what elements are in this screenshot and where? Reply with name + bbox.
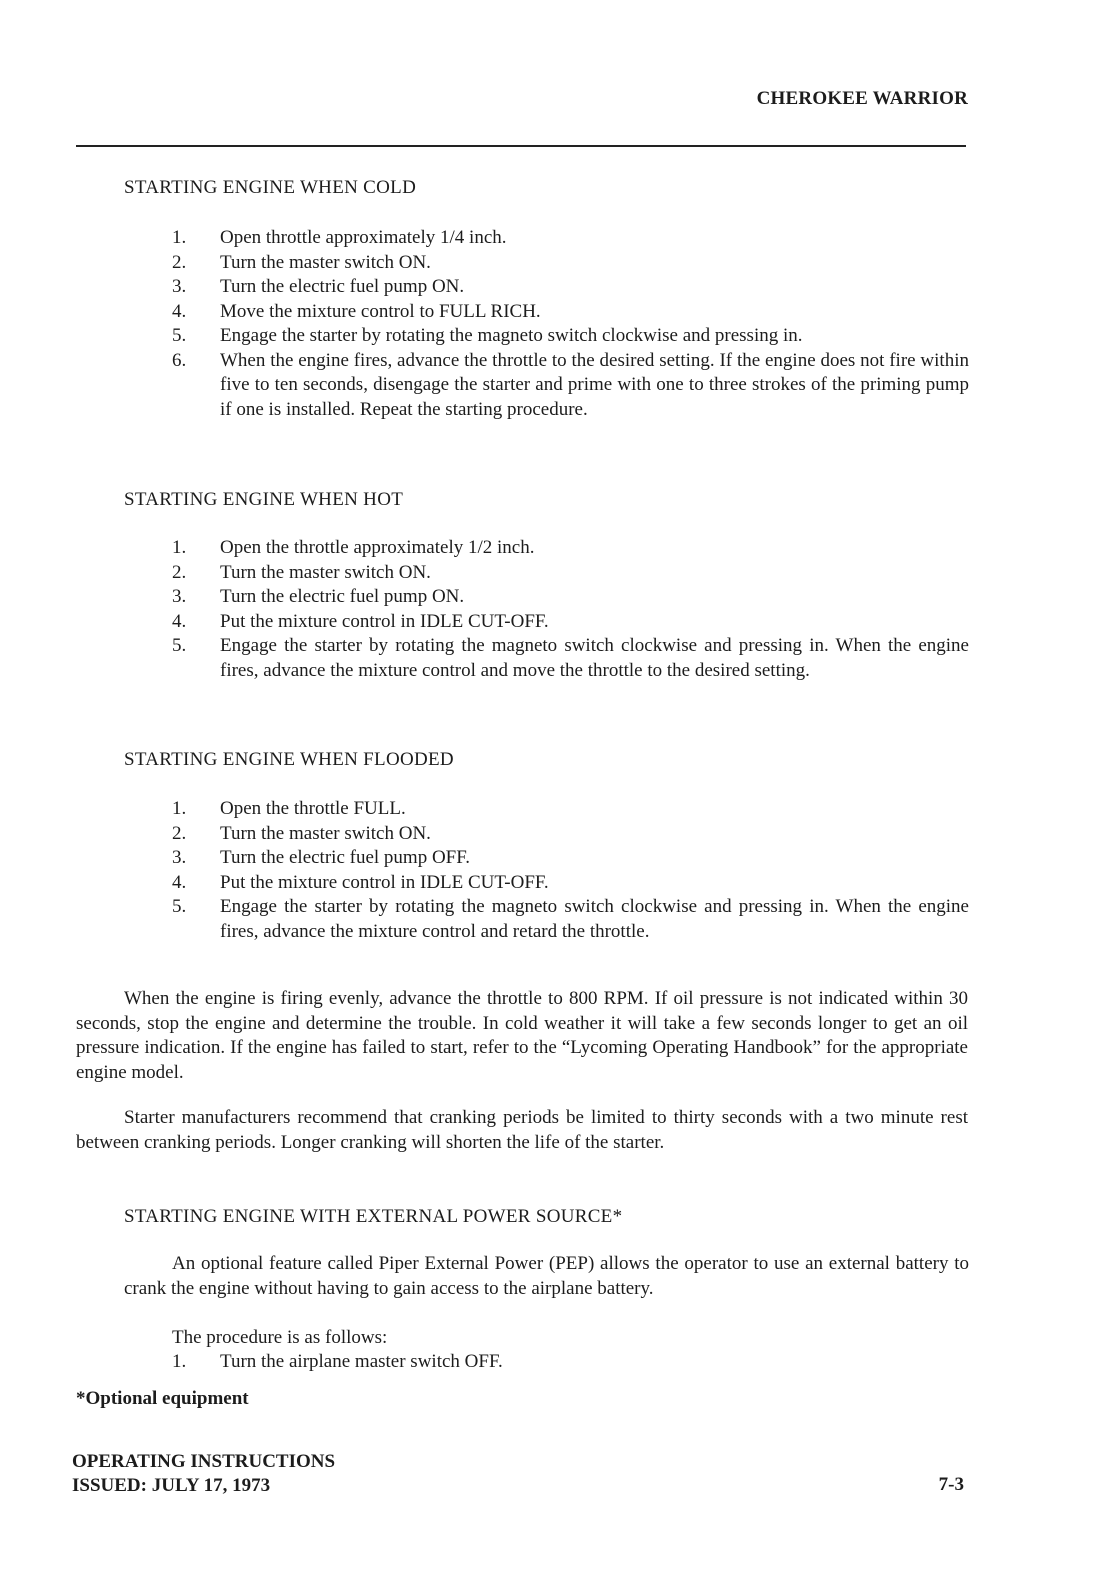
section-heading-cold: STARTING ENGINE WHEN COLD [124,177,417,198]
list-item: 4. Put the mixture control in IDLE CUT-OFF. [172,610,549,632]
steps-list-hot [124,536,969,683]
list-item: 1. Turn the airplane master switch OFF. [172,1351,503,1372]
steps-list-flooded [124,797,969,944]
list-item: 3. Turn the electric fuel pump ON. [172,276,465,297]
list-item: 6. When the engine fires, advance the throttle to the desired setting. If the engine does not fire within five to ten seconds, disengage the starter and prime with one to three strokes of the priming pump if one is installed. Repeat the starting procedure. [172,349,969,420]
list-item: 1. Open throttle approximately 1/4 inch. [172,227,507,248]
list-item: 1. Open the throttle FULL. [172,798,406,819]
list-item: 2. Turn the master switch ON. [172,251,431,273]
page-number: 7-3 [938,1474,964,1495]
list-item: 3. Turn the electric fuel pump OFF. [172,847,471,868]
list-item: 3. Turn the electric fuel pump ON. [172,586,465,607]
list-item: 4. Move the mixture control to FULL RICH. [172,300,541,322]
list-item: 5. Engage the starter by rotating the magneto switch clockwise and pressing in. When the engine fires, advance the mixture control and retard the throttle. [172,896,969,942]
footer-issued-date: ISSUED: JULY 17, 1973 [72,1475,271,1496]
paragraph-cranking: Starter manufacturers recommend that cranking periods be limited to thirty seconds with a two minute rest between cranking periods. Longer cranking will shorten the life of the starter. [76,1107,968,1153]
steps-list-cold [124,226,969,422]
procedure-label: The procedure is as follows: [172,1327,388,1348]
section-heading-external: STARTING ENGINE WITH EXTERNAL POWER SOURCE* [124,1206,623,1227]
paragraph-pep-intro: An optional feature called Piper External Power (PEP) allows the operator to use an external battery to crank the engine without having to gain access to the airplane battery. [124,1253,969,1299]
list-item: 2. Turn the master switch ON. [172,561,431,583]
list-item: 2. Turn the master switch ON. [172,822,431,844]
list-item: 5. Engage the starter by rotating the magneto switch clockwise and pressing in. [172,325,803,346]
paragraph-firing: When the engine is firing evenly, advance the throttle to 800 RPM. If oil pressure is not indicated within 30 seconds, stop the engine and determine the trouble. In cold weather it will take a few seconds longer to get an oil pressure indication. If the engine has failed to start, refer to the “Lycoming Operating Handbook” for the appropriate engine model. [76,988,968,1083]
list-item: 1. Open the throttle approximately 1/2 inch. [172,537,535,558]
section-heading-flooded: STARTING ENGINE WHEN FLOODED [124,749,454,770]
section-heading-hot: STARTING ENGINE WHEN HOT [124,489,404,510]
list-item: 4. Put the mixture control in IDLE CUT-OFF. [172,871,549,893]
footnote: *Optional equipment [76,1388,249,1409]
list-item: 5. Engage the starter by rotating the magneto switch clockwise and pressing in. When the engine fires, advance the mixture control and move the throttle to the desired setting. [172,635,969,681]
footer-issue-block [72,1450,335,1498]
footer-section-name: OPERATING INSTRUCTIONS [72,1451,336,1472]
header-rule [76,145,966,147]
running-head-title: CHEROKEE WARRIOR [756,88,968,109]
